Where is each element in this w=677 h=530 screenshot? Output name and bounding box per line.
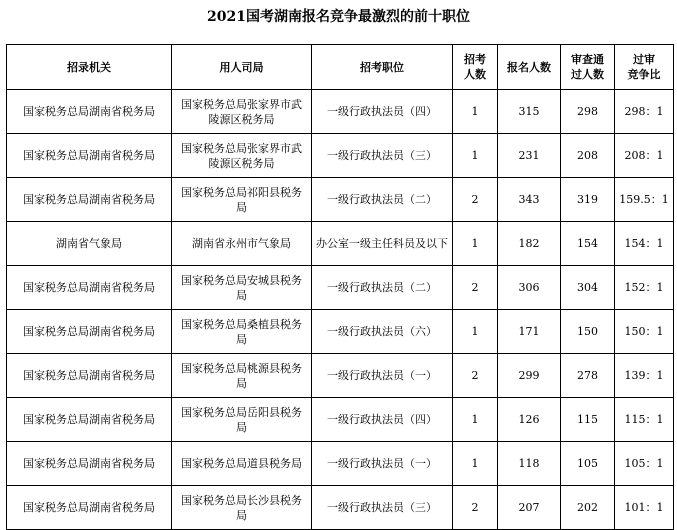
- table-body: [7, 90, 674, 530]
- cell-quota: 2: [453, 178, 498, 222]
- cell-ratio: 298：1: [615, 90, 674, 134]
- header-label: 招录机关: [67, 60, 111, 74]
- cell-quota: 1: [453, 398, 498, 442]
- header-position: [312, 45, 453, 90]
- cell-quota: 2: [453, 266, 498, 310]
- cell-applicants: 171: [498, 310, 561, 354]
- cell-quota: 2: [453, 486, 498, 530]
- cell-recruiting-agency: 国家税务总局湖南省税务局: [7, 442, 172, 486]
- table-row: [7, 354, 674, 398]
- cell-employing-bureau: 国家税务总局道县税务局: [172, 442, 312, 486]
- header-label: 过审 竞争比: [627, 53, 661, 81]
- cell-position: 一级行政执法员（三）: [312, 134, 453, 178]
- cell-approved: 202: [561, 486, 615, 530]
- cell-applicants: 126: [498, 398, 561, 442]
- cell-recruiting-agency: 国家税务总局湖南省税务局: [7, 90, 172, 134]
- cell-approved: 208: [561, 134, 615, 178]
- cell-ratio: 159.5：1: [615, 178, 674, 222]
- cell-employing-bureau: 国家税务总局岳阳县税务局: [172, 398, 312, 442]
- cell-employing-bureau: 国家税务总局桃源县税务局: [172, 354, 312, 398]
- cell-recruiting-agency: 国家税务总局湖南省税务局: [7, 310, 172, 354]
- header-label: 招考职位: [360, 60, 404, 74]
- cell-position: 一级行政执法员（四）: [312, 90, 453, 134]
- cell-position: 一级行政执法员（二）: [312, 266, 453, 310]
- cell-approved: 105: [561, 442, 615, 486]
- cell-applicants: 343: [498, 178, 561, 222]
- header-approved: [561, 45, 615, 90]
- page-title: 2021国考湖南报名竞争最激烈的前十职位: [207, 9, 470, 25]
- cell-employing-bureau: 国家税务总局张家界市武陵源区税务局: [172, 90, 312, 134]
- cell-recruiting-agency: 国家税务总局湖南省税务局: [7, 398, 172, 442]
- cell-employing-bureau: 国家税务总局祁阳县税务局: [172, 178, 312, 222]
- cell-ratio: 115：1: [615, 398, 674, 442]
- header-label: 用人司局: [219, 60, 264, 74]
- table-row: [7, 266, 674, 310]
- cell-ratio: 208：1: [615, 134, 674, 178]
- header-quota: [453, 45, 498, 90]
- cell-employing-bureau: 国家税务总局桑植县税务局: [172, 310, 312, 354]
- cell-quota: 1: [453, 442, 498, 486]
- cell-ratio: 152：1: [615, 266, 674, 310]
- cell-position: 一级行政执法员（二）: [312, 178, 453, 222]
- cell-quota: 1: [453, 134, 498, 178]
- cell-approved: 278: [561, 354, 615, 398]
- cell-position: 一级行政执法员（四）: [312, 398, 453, 442]
- header-recruiting-agency: [7, 45, 172, 90]
- cell-applicants: 231: [498, 134, 561, 178]
- cell-applicants: 207: [498, 486, 561, 530]
- cell-recruiting-agency: 国家税务总局湖南省税务局: [7, 486, 172, 530]
- cell-recruiting-agency: 国家税务总局湖南省税务局: [7, 178, 172, 222]
- cell-quota: 1: [453, 310, 498, 354]
- cell-approved: 304: [561, 266, 615, 310]
- cell-recruiting-agency: 国家税务总局湖南省税务局: [7, 134, 172, 178]
- cell-recruiting-agency: 国家税务总局湖南省税务局: [7, 266, 172, 310]
- cell-position: 办公室一级主任科员及以下: [312, 222, 453, 266]
- table-row: [7, 310, 674, 354]
- cell-applicants: 118: [498, 442, 561, 486]
- cell-approved: 298: [561, 90, 615, 134]
- table-row: [7, 178, 674, 222]
- cell-employing-bureau: 国家税务总局长沙县税务局: [172, 486, 312, 530]
- table-header-row: [7, 45, 674, 90]
- cell-ratio: 101：1: [615, 486, 674, 530]
- cell-position: 一级行政执法员（六）: [312, 310, 453, 354]
- table-row: [7, 398, 674, 442]
- table-row: [7, 222, 674, 266]
- cell-ratio: 139：1: [615, 354, 674, 398]
- header-ratio: [615, 45, 674, 90]
- cell-employing-bureau: 国家税务总局张家界市武陵源区税务局: [172, 134, 312, 178]
- positions-table: [6, 44, 674, 530]
- cell-approved: 319: [561, 178, 615, 222]
- cell-position: 一级行政执法员（三）: [312, 486, 453, 530]
- table-row: [7, 90, 674, 134]
- cell-approved: 154: [561, 222, 615, 266]
- cell-quota: 1: [453, 90, 498, 134]
- cell-applicants: 299: [498, 354, 561, 398]
- cell-ratio: 150：1: [615, 310, 674, 354]
- header-applicants: [498, 45, 561, 90]
- cell-quota: 1: [453, 222, 498, 266]
- cell-recruiting-agency: 国家税务总局湖南省税务局: [7, 354, 172, 398]
- cell-employing-bureau: 国家税务总局安城县税务局: [172, 266, 312, 310]
- cell-approved: 115: [561, 398, 615, 442]
- cell-applicants: 315: [498, 90, 561, 134]
- cell-employing-bureau: 湖南省永州市气象局: [172, 222, 312, 266]
- cell-ratio: 105：1: [615, 442, 674, 486]
- cell-quota: 2: [453, 354, 498, 398]
- header-label: 审查通 过人数: [571, 53, 604, 81]
- table-row: [7, 134, 674, 178]
- cell-applicants: 306: [498, 266, 561, 310]
- header-employing-bureau: [172, 45, 312, 90]
- header-label: 招考 人数: [464, 53, 486, 81]
- table-row: [7, 486, 674, 530]
- header-label: 报名人数: [507, 60, 551, 74]
- cell-applicants: 182: [498, 222, 561, 266]
- cell-approved: 150: [561, 310, 615, 354]
- cell-position: 一级行政执法员（一）: [312, 354, 453, 398]
- table-row: [7, 442, 674, 486]
- cell-position: 一级行政执法员（一）: [312, 442, 453, 486]
- cell-recruiting-agency: 湖南省气象局: [7, 222, 172, 266]
- cell-ratio: 154：1: [615, 222, 674, 266]
